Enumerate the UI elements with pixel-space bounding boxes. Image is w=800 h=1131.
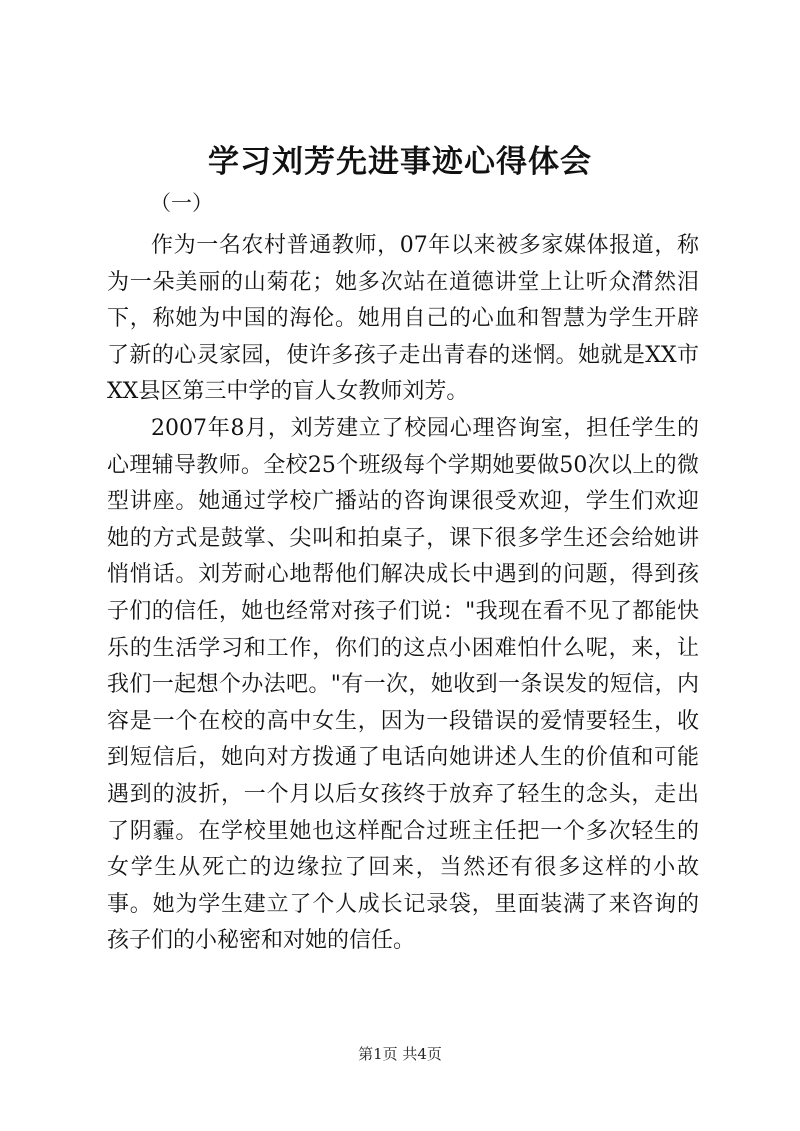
paragraph: 2007年8月，刘芳建立了校园心理咨询室，担任学生的心理辅导教师。全校25个班级每个学期她要做50次以上的微型讲座。她通过学校广播站的咨询课很受欢迎，学生们欢迎她的方式是鼓掌、尖叫和拍桌子，课下很多学生还会给她讲悄悄话。刘芳耐心地帮他们解决成长中遇到的问题，得到孩子们的信任，她也经常对孩子们说："我现在看不见了都能快乐的生活学习和工作，你们的这点小困难怕什么呢，来，让我们一起想个办法吧。"有一次，她收到一条误发的短信，内容是一个在校的高中女生，因为一段错误的爱情要轻生，收到短信后，她向对方拨通了电话向她讲述人生的价值和可能遇到的波折，一个月以后女孩终于放弃了轻生的念头，走出了阴霾。在学校里她也这样配合过班主任把一个多次轻生的女学生从死亡的边缘拉了回来，当然还有很多这样的小故事。她为学生建立了个人成长记录袋，里面装满了来咨询的孩子们的小秘密和对她的信任。 <box>107 415 699 954</box>
document-body <box>107 228 699 960</box>
page-footer: 第1页 共4页 <box>358 1045 442 1063</box>
page-title: 学习刘芳先进事迹心得体会 <box>208 144 592 180</box>
section-marker: （一） <box>150 191 213 215</box>
paragraph: 作为一名农村普通教师，07年以来被多家媒体报道，称为一朵美丽的山菊花；她多次站在道德讲堂上让听众潸然泪下，称她为中国的海伦。她用自己的心血和智慧为学生开辟了新的心灵家园，使许多孩子走出青春的迷惘。她就是XX市XX县区第三中学的盲人女教师刘芳。 <box>107 233 699 405</box>
